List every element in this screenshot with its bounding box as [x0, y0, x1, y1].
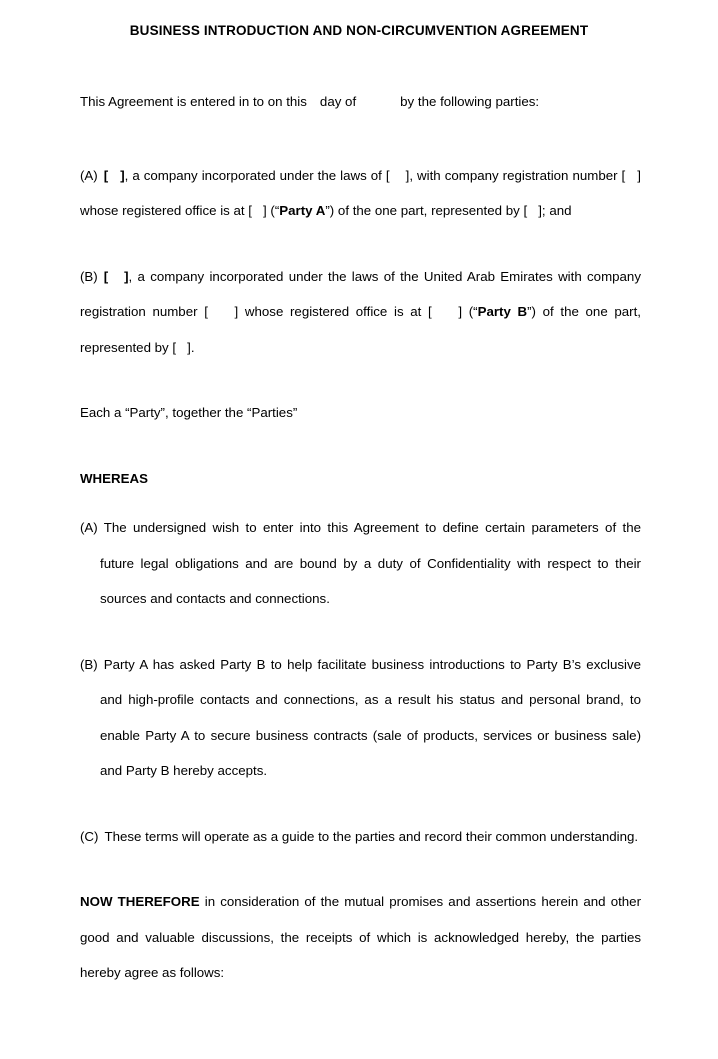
party-b-text-1: , a company incorporated under the laws of the United Arab Emirates with company registration number [ ] whose registered office is at [ ] (“ [80, 268, 645, 319]
spacer-after-each-party [80, 431, 641, 461]
now-therefore-text: in consideration of the mutual promises and assertions herein and other good and valuable discussions, the receipts of which is acknowledged hereby, the parties hereby agree as follows: [80, 894, 645, 980]
spacer-after-recital-c [80, 854, 641, 884]
party-a-marker: (A) [80, 167, 98, 183]
party-a-paragraph [80, 158, 645, 229]
intro-text-part3: by the following parties: [400, 94, 540, 109]
recital-a-marker: (A) [80, 520, 98, 535]
now-therefore-paragraph [80, 884, 645, 991]
party-b-text-2: ”) of the one part, represented by [ ]. [80, 304, 645, 355]
party-b-paragraph [80, 259, 645, 366]
each-party-line: Each a “Party”, together the “Parties” [80, 405, 298, 420]
party-b-marker: (B) [80, 268, 98, 284]
intro-text-part2: day of [319, 94, 357, 109]
intro-text-part1: This Agreement is entered in to on this [80, 94, 307, 109]
intro-paragraph [80, 84, 641, 120]
recital-c-marker: (C) [80, 828, 99, 844]
party-a-name-placeholder: [ ] [103, 167, 125, 183]
whereas-heading: WHEREAS [80, 470, 148, 486]
recital-b-marker: (B) [80, 656, 98, 672]
spacer-after-recital-a [80, 617, 641, 647]
spacer-after-whereas [80, 496, 641, 510]
party-b-defined-term: Party B [477, 304, 528, 319]
now-therefore-lead: NOW THEREFORE [80, 894, 200, 909]
spacer-after-party-a [80, 229, 641, 259]
spacer-after-party-b [80, 365, 641, 395]
spacer-after-intro [80, 120, 641, 158]
party-b-name-placeholder: [ ] [103, 268, 129, 284]
recital-b [80, 647, 645, 789]
document-body [80, 84, 645, 991]
party-a-text-1: , a company incorporated under the laws of [ ], with company registration number [ ] whose registered office is at [ ] (“ [80, 167, 645, 218]
recital-a [80, 510, 645, 617]
recital-c [80, 819, 641, 855]
recital-a-text: The undersigned wish to enter into this Agreement to define certain parameters of the future legal obligations and are bound by a duty of Confidentiality with respect to their sources and contacts and connections. [100, 520, 645, 606]
recital-b-text: Party A has asked Party B to help facilitate business introductions to Party B’s exclusive and high-profile contacts and connections, as a result his status and personal brand, to enable Party A to secure business contracts (sale of products, services or business sale) and Party B hereby accepts. [100, 656, 645, 778]
party-a-defined-term: Party A [279, 203, 326, 218]
document-title: BUSINESS INTRODUCTION AND NON-CIRCUMVENTION AGREEMENT [129, 23, 589, 38]
spacer-after-recital-b [80, 789, 641, 819]
party-a-text-2: ”) of the one part, represented by [ ]; and [325, 203, 572, 218]
recital-c-text: These terms will operate as a guide to the parties and record their common understanding. [104, 828, 639, 844]
